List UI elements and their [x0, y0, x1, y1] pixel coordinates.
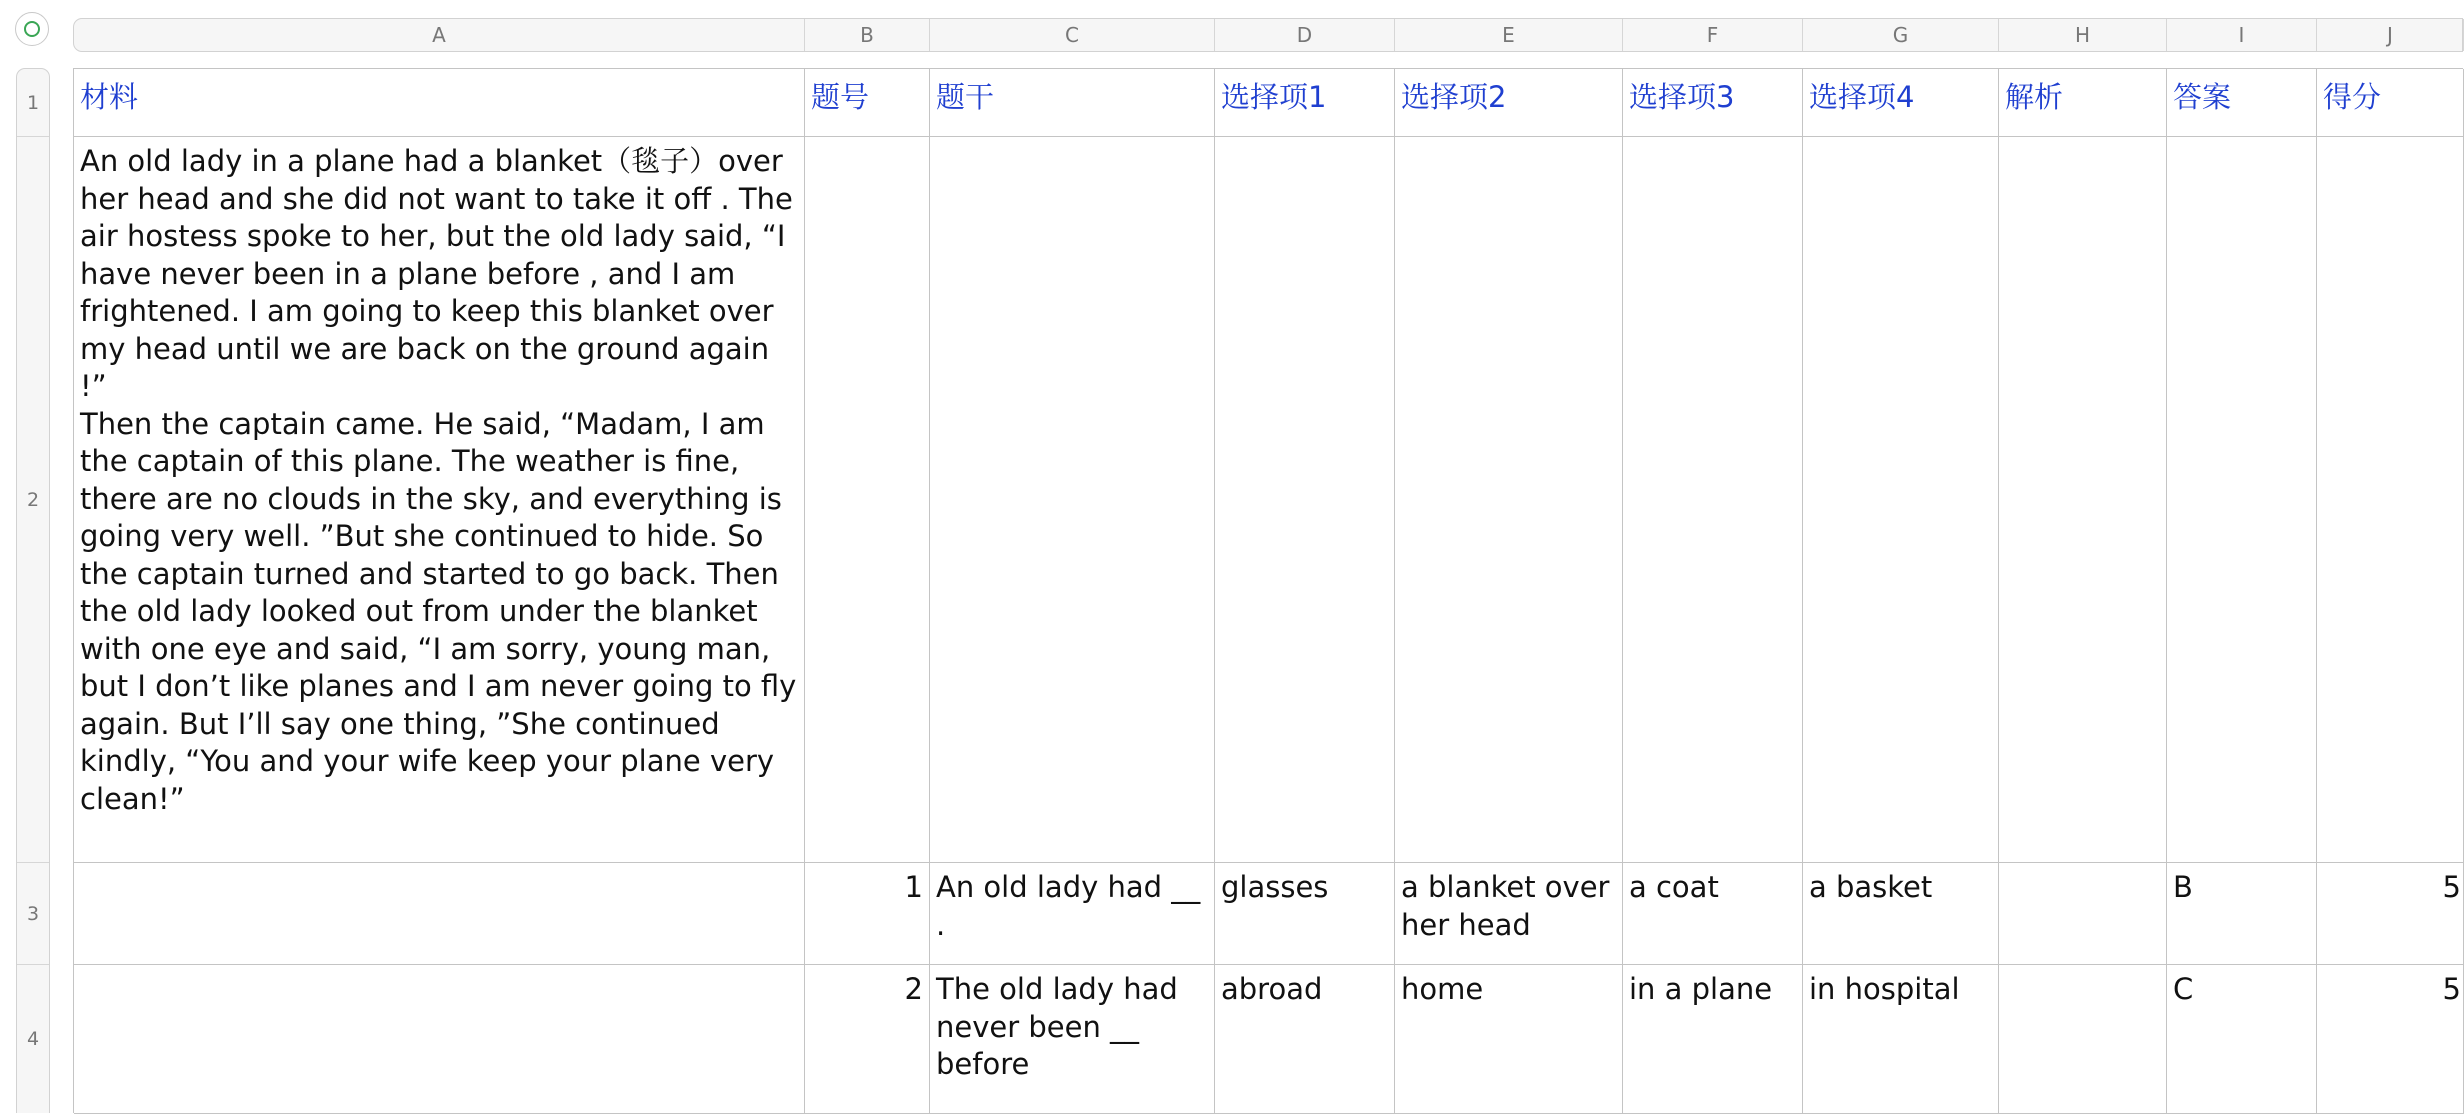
- empty-cell[interactable]: [1999, 137, 2167, 863]
- column-header-d[interactable]: D: [1215, 19, 1395, 51]
- header-cell-option-1[interactable]: 选择项1: [1215, 69, 1395, 137]
- column-header-a[interactable]: A: [74, 19, 805, 51]
- answer-cell[interactable]: C: [2167, 965, 2317, 1114]
- option-2-cell[interactable]: home: [1395, 965, 1623, 1114]
- score-cell[interactable]: 5: [2317, 863, 2464, 965]
- header-cell-material[interactable]: 材料: [74, 69, 805, 137]
- header-cell-analysis[interactable]: 解析: [1999, 69, 2167, 137]
- column-header-b[interactable]: B: [805, 19, 930, 51]
- empty-cell[interactable]: [74, 965, 805, 1114]
- question-stem-cell[interactable]: An old lady had __ .: [930, 863, 1215, 965]
- column-header-h[interactable]: H: [1999, 19, 2167, 51]
- column-header-bar: [73, 18, 2463, 52]
- column-header-f[interactable]: F: [1623, 19, 1803, 51]
- empty-cell[interactable]: [1803, 137, 1999, 863]
- header-cell-answer[interactable]: 答案: [2167, 69, 2317, 137]
- analysis-cell[interactable]: [1999, 863, 2167, 965]
- circle-select-all-icon: [24, 21, 40, 37]
- option-2-cell[interactable]: a blanket over her head: [1395, 863, 1623, 965]
- select-all-button[interactable]: [15, 12, 49, 46]
- column-header-e[interactable]: E: [1395, 19, 1623, 51]
- header-cell-option-4[interactable]: 选择项4: [1803, 69, 1999, 137]
- question-number-cell[interactable]: 2: [805, 965, 930, 1114]
- column-header-c[interactable]: C: [930, 19, 1215, 51]
- empty-cell[interactable]: [2317, 137, 2464, 863]
- option-3-cell[interactable]: a coat: [1623, 863, 1803, 965]
- empty-cell[interactable]: [74, 863, 805, 965]
- option-1-cell[interactable]: abroad: [1215, 965, 1395, 1114]
- column-header-i[interactable]: I: [2167, 19, 2317, 51]
- header-cell-option-2[interactable]: 选择项2: [1395, 69, 1623, 137]
- row-header-4[interactable]: 4: [26, 1028, 40, 1050]
- row-header-2[interactable]: 2: [17, 137, 49, 863]
- header-cell-question-number[interactable]: 题号: [805, 69, 930, 137]
- header-cell-option-3[interactable]: 选择项3: [1623, 69, 1803, 137]
- row-header-1[interactable]: 1: [17, 69, 49, 137]
- empty-cell[interactable]: [1395, 137, 1623, 863]
- analysis-cell[interactable]: [1999, 965, 2167, 1114]
- empty-cell[interactable]: [2167, 137, 2317, 863]
- question-number-cell[interactable]: 1: [805, 863, 930, 965]
- answer-cell[interactable]: B: [2167, 863, 2317, 965]
- option-1-cell[interactable]: glasses: [1215, 863, 1395, 965]
- option-4-cell[interactable]: in hospital: [1803, 965, 1999, 1114]
- empty-cell[interactable]: [930, 137, 1215, 863]
- spreadsheet-grid: [73, 68, 2463, 1113]
- header-cell-question-stem[interactable]: 题干: [930, 69, 1215, 137]
- column-header-j[interactable]: J: [2317, 19, 2464, 51]
- row-header-bar: [16, 68, 50, 1113]
- passage-cell[interactable]: An old lady in a plane had a blanket（毯子）over her head and she did not want to take it off . The air hostess spoke to her, but the old lady said, “I have never been in a plane before , and I am frightened. I am going to keep this blanket over my head until we are back on the ground again !” Then the captain came. He said, “Madam, I am the captain of this plane. The weather is fine, there are no clouds in the sky, and everything is going very well. ”But she continued to hide. So the captain turned and started to go back. Then the old lady looked out from under the blanket with one eye and said, “I am sorry, young man, but I don’t like planes and I am never going to fly again. But I’ll say one thing, ”She continued kindly, “You and your wife keep your plane very clean!”: [74, 137, 805, 863]
- header-cell-score[interactable]: 得分: [2317, 69, 2464, 137]
- row-header-3[interactable]: 3: [17, 863, 49, 965]
- empty-cell[interactable]: [1623, 137, 1803, 863]
- empty-cell[interactable]: [805, 137, 930, 863]
- option-4-cell[interactable]: a basket: [1803, 863, 1999, 965]
- question-stem-cell[interactable]: The old lady had never been __ before: [930, 965, 1215, 1114]
- column-header-g[interactable]: G: [1803, 19, 1999, 51]
- score-cell[interactable]: 5: [2317, 965, 2464, 1114]
- empty-cell[interactable]: [1215, 137, 1395, 863]
- option-3-cell[interactable]: in a plane: [1623, 965, 1803, 1114]
